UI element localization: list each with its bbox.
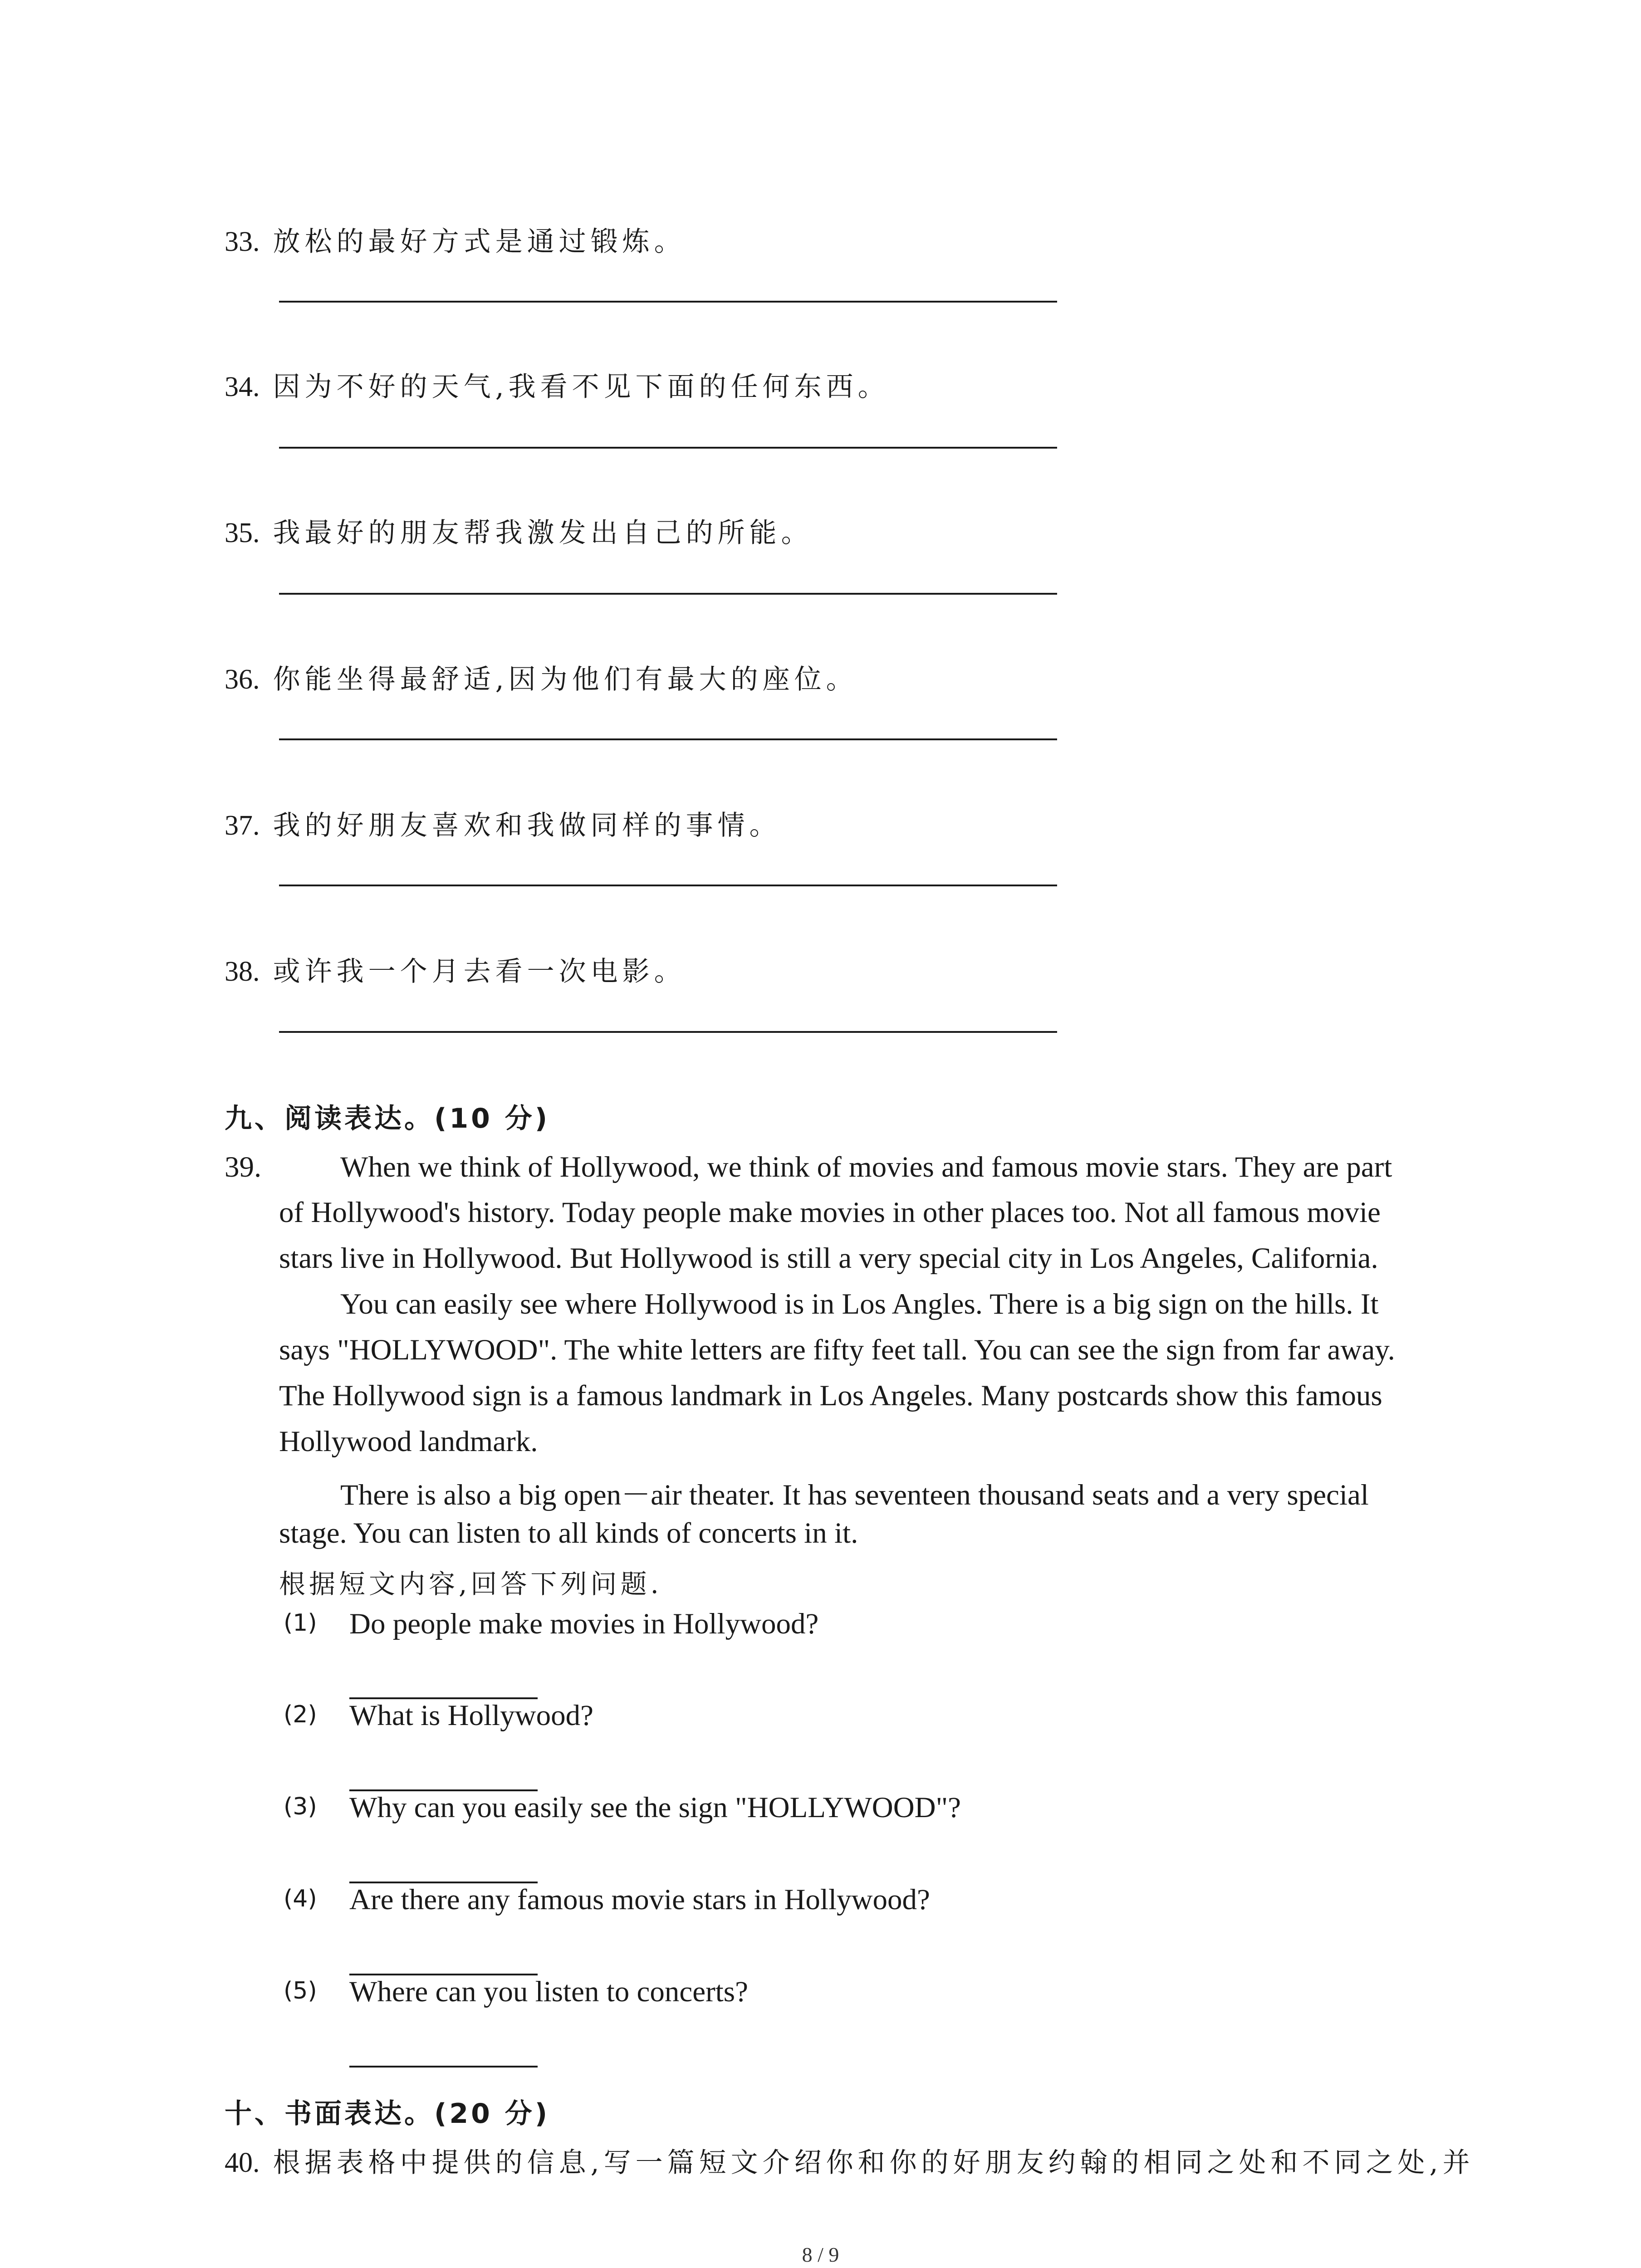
page-number: 8 / 9 xyxy=(802,2243,839,2266)
subquestion-number: (4) xyxy=(284,1885,317,1912)
question-number: 38. xyxy=(225,956,260,987)
passage-line: of Hollywood's history. Today people make movies in other places too. Not all famous movie xyxy=(279,1196,1381,1229)
passage-line: The Hollywood sign is a famous landmark in Los Angeles. Many postcards show this famous xyxy=(279,1379,1382,1412)
question-text: 我的好朋友喜欢和我做同样的事情。 xyxy=(273,810,781,841)
question-text: 你能坐得最舒适,因为他们有最大的座位。 xyxy=(273,664,858,695)
reading-instruction: 根据短文内容,回答下列问题. xyxy=(279,1569,662,1599)
answer-line[interactable] xyxy=(279,593,1057,595)
subquestion-text: Why can you easily see the sign "HOLLYWOOD"? xyxy=(349,1791,961,1824)
question-text: 因为不好的天气,我看不见下面的任何东西。 xyxy=(273,371,890,403)
answer-line[interactable] xyxy=(279,1031,1057,1033)
passage-line: says "HOLLYWOOD". The white letters are fifty feet tall. You can see the sign from far away. xyxy=(279,1334,1395,1366)
subquestion-text: Where can you listen to concerts? xyxy=(349,1975,748,2008)
question-number: 35. xyxy=(225,518,260,548)
answer-line[interactable] xyxy=(279,301,1057,303)
answer-line[interactable] xyxy=(349,2066,538,2068)
passage-line: Hollywood landmark. xyxy=(279,1425,538,1458)
passage-line: stage. You can listen to all kinds of concerts in it. xyxy=(279,1517,858,1549)
subquestion-text: What is Hollywood? xyxy=(349,1699,593,1732)
answer-line[interactable] xyxy=(279,447,1057,449)
question-number: 36. xyxy=(225,664,260,695)
question-text: 我最好的朋友帮我激发出自己的所能。 xyxy=(273,517,813,549)
section-heading-reading: 九、阅读表达。(10 分) xyxy=(225,1103,550,1134)
subquestion-text: Do people make movies in Hollywood? xyxy=(349,1608,819,1640)
answer-line[interactable] xyxy=(279,738,1057,740)
question-text: 或许我一个月去看一次电影。 xyxy=(273,956,686,987)
passage-line: There is also a big open－air theater. It has seventeen thousand seats and a very special xyxy=(340,1479,1369,1511)
subquestion-number: (3) xyxy=(284,1793,317,1820)
subquestion-number: (2) xyxy=(284,1701,317,1728)
question-number: 39. xyxy=(225,1151,262,1183)
passage-line: stars live in Hollywood. But Hollywood is still a very special city in Los Angeles, California. xyxy=(279,1242,1378,1275)
subquestion-number: (5) xyxy=(284,1977,317,2004)
subquestion-text: Are there any famous movie stars in Hollywood? xyxy=(349,1883,930,1916)
writing-prompt xyxy=(225,2141,1474,2180)
question-number: 37. xyxy=(225,810,260,841)
writing-prompt-text: 根据表格中提供的信息,写一篇短文介绍你和你的好朋友约翰的相同之处和不同之处,并 xyxy=(273,2147,1474,2179)
question-text: 放松的最好方式是通过锻炼。 xyxy=(273,226,686,258)
question-number: 34. xyxy=(225,371,260,402)
answer-line[interactable] xyxy=(279,885,1057,886)
passage-line: When we think of Hollywood, we think of movies and famous movie stars. They are part xyxy=(340,1151,1392,1183)
question-number: 40. xyxy=(225,2147,260,2178)
passage-line: You can easily see where Hollywood is in Los Angles. There is a big sign on the hills. It xyxy=(340,1288,1379,1320)
section-heading-writing: 十、书面表达。(20 分) xyxy=(225,2098,550,2130)
question-number: 33. xyxy=(225,226,260,257)
subquestion-number: (1) xyxy=(284,1609,317,1637)
